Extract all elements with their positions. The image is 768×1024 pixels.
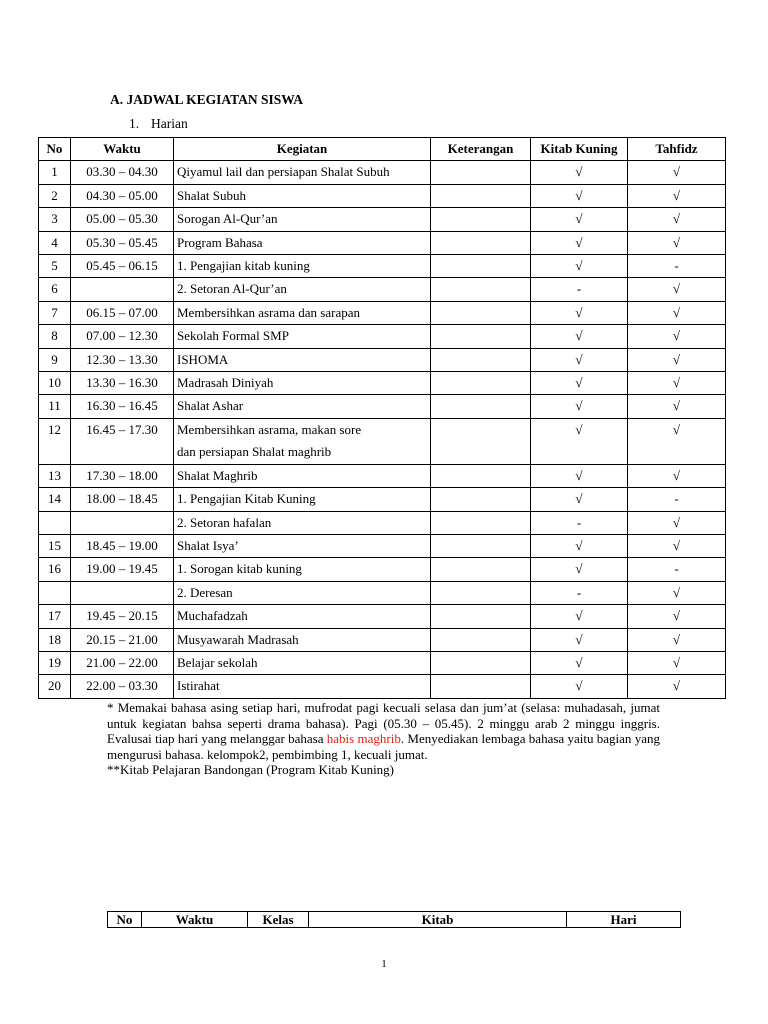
cell-no: 15	[39, 534, 71, 557]
cell-tahfidz: √	[628, 325, 726, 348]
cell-kitab-kuning: √	[531, 348, 628, 371]
cell-kegiatan	[174, 628, 431, 651]
table-row	[39, 395, 726, 418]
cell-no	[39, 581, 71, 604]
cell-waktu: 19.00 – 19.45	[71, 558, 174, 581]
cell-keterangan	[431, 605, 531, 628]
table-row	[39, 418, 726, 464]
cell-kitab-kuning: √	[531, 255, 628, 278]
cell-keterangan	[431, 488, 531, 511]
cell-keterangan	[431, 511, 531, 534]
header-kelas: Kelas	[248, 912, 309, 928]
cell-kegiatan	[174, 464, 431, 487]
cell-no: 17	[39, 605, 71, 628]
table-row	[39, 464, 726, 487]
cell-tahfidz: √	[628, 395, 726, 418]
cell-kegiatan	[174, 581, 431, 604]
cell-kitab-kuning: -	[531, 278, 628, 301]
table-header-row	[39, 138, 726, 161]
kegiatan-line: 2. Setoran Al-Qur’an	[177, 281, 287, 297]
cell-kegiatan	[174, 184, 431, 207]
cell-tahfidz: √	[628, 464, 726, 487]
table-row	[39, 488, 726, 511]
cell-keterangan	[431, 675, 531, 698]
kegiatan-line: Muchafadzah	[177, 608, 248, 624]
cell-keterangan	[431, 325, 531, 348]
cell-no: 11	[39, 395, 71, 418]
table-row	[39, 348, 726, 371]
table-body	[39, 161, 726, 698]
cell-no: 1	[39, 161, 71, 184]
cell-waktu	[71, 581, 174, 604]
cell-keterangan	[431, 231, 531, 254]
kegiatan-line: Belajar sekolah	[177, 654, 258, 670]
cell-waktu: 22.00 – 03.30	[71, 675, 174, 698]
table-row	[39, 325, 726, 348]
cell-kegiatan	[174, 418, 431, 464]
section-heading: A. JADWAL KEGIATAN SISWA	[110, 92, 304, 107]
cell-kegiatan	[174, 348, 431, 371]
cell-kegiatan	[174, 255, 431, 278]
cell-waktu: 18.00 – 18.45	[71, 488, 174, 511]
cell-tahfidz: √	[628, 231, 726, 254]
kegiatan-line: Shalat Subuh	[177, 187, 246, 203]
cell-kegiatan	[174, 534, 431, 557]
cell-kegiatan	[174, 558, 431, 581]
cell-kitab-kuning: √	[531, 488, 628, 511]
cell-tahfidz: √	[628, 651, 726, 674]
cell-waktu: 20.15 – 21.00	[71, 628, 174, 651]
kegiatan-line: 2. Setoran hafalan	[177, 514, 272, 530]
cell-keterangan	[431, 581, 531, 604]
kegiatan-line: Qiyamul lail dan persiapan Shalat Subuh	[177, 164, 390, 180]
cell-waktu: 21.00 – 22.00	[71, 651, 174, 674]
table-row	[39, 161, 726, 184]
cell-tahfidz: √	[628, 161, 726, 184]
table-row	[39, 511, 726, 534]
cell-waktu: 17.30 – 18.00	[71, 464, 174, 487]
cell-keterangan	[431, 628, 531, 651]
cell-waktu: 06.15 – 07.00	[71, 301, 174, 324]
table-row	[39, 231, 726, 254]
cell-tahfidz: √	[628, 301, 726, 324]
note-highlight: habis maghrib	[326, 731, 401, 746]
cell-no: 10	[39, 372, 71, 395]
header-waktu: Waktu	[71, 138, 174, 161]
cell-kegiatan	[174, 488, 431, 511]
cell-keterangan	[431, 161, 531, 184]
cell-kegiatan	[174, 278, 431, 301]
kegiatan-line: Program Bahasa	[177, 234, 263, 250]
cell-no: 14	[39, 488, 71, 511]
cell-kegiatan	[174, 675, 431, 698]
table-row	[39, 605, 726, 628]
kegiatan-line: 1. Pengajian kitab kuning	[177, 258, 310, 274]
cell-kitab-kuning: √	[531, 628, 628, 651]
cell-kitab-kuning: √	[531, 208, 628, 231]
cell-kitab-kuning: √	[531, 372, 628, 395]
cell-tahfidz: √	[628, 511, 726, 534]
cell-waktu: 12.30 – 13.30	[71, 348, 174, 371]
cell-waktu: 05.30 – 05.45	[71, 231, 174, 254]
cell-kitab-kuning: √	[531, 605, 628, 628]
kegiatan-line: dan persiapan Shalat maghrib	[177, 444, 332, 460]
cell-kitab-kuning: √	[531, 651, 628, 674]
cell-kitab-kuning: √	[531, 464, 628, 487]
cell-waktu	[71, 511, 174, 534]
cell-waktu: 13.30 – 16.30	[71, 372, 174, 395]
cell-no	[39, 511, 71, 534]
subsection-heading	[129, 116, 188, 132]
cell-tahfidz: -	[628, 255, 726, 278]
table-row	[39, 581, 726, 604]
header-hari: Hari	[567, 912, 681, 928]
cell-no: 16	[39, 558, 71, 581]
cell-waktu: 03.30 – 04.30	[71, 161, 174, 184]
cell-kegiatan	[174, 651, 431, 674]
cell-no: 8	[39, 325, 71, 348]
cell-tahfidz: √	[628, 208, 726, 231]
cell-no: 12	[39, 418, 71, 464]
cell-tahfidz: √	[628, 372, 726, 395]
cell-tahfidz: √	[628, 348, 726, 371]
subsection-label: Harian	[151, 116, 188, 131]
cell-no: 18	[39, 628, 71, 651]
cell-no: 20	[39, 675, 71, 698]
cell-kitab-kuning: -	[531, 511, 628, 534]
kegiatan-line: Shalat Maghrib	[177, 467, 258, 483]
table-row	[39, 675, 726, 698]
cell-keterangan	[431, 464, 531, 487]
table-row	[39, 651, 726, 674]
kegiatan-line: Istirahat	[177, 678, 220, 694]
cell-kegiatan	[174, 395, 431, 418]
cell-keterangan	[431, 348, 531, 371]
cell-tahfidz: √	[628, 628, 726, 651]
table-row	[39, 628, 726, 651]
cell-keterangan	[431, 255, 531, 278]
cell-kitab-kuning: √	[531, 558, 628, 581]
cell-waktu: 05.00 – 05.30	[71, 208, 174, 231]
table-row	[39, 534, 726, 557]
cell-waktu: 05.45 – 06.15	[71, 255, 174, 278]
cell-waktu: 07.00 – 12.30	[71, 325, 174, 348]
cell-waktu: 18.45 – 19.00	[71, 534, 174, 557]
daily-schedule-table	[38, 137, 726, 699]
table-row	[39, 255, 726, 278]
cell-waktu: 19.45 – 20.15	[71, 605, 174, 628]
cell-no: 2	[39, 184, 71, 207]
cell-keterangan	[431, 395, 531, 418]
table-row	[39, 372, 726, 395]
cell-tahfidz: √	[628, 534, 726, 557]
table-header-row	[108, 912, 681, 928]
kegiatan-line: Sekolah Formal SMP	[177, 328, 289, 344]
cell-keterangan	[431, 301, 531, 324]
cell-kitab-kuning: √	[531, 534, 628, 557]
note-language-text-end: . Menyediakan lembaga bahasa yaitu bagian yang mengurusi bahasa. kelompok2, pembimbing 1, kecuali jumat.	[107, 731, 660, 762]
table-row	[39, 558, 726, 581]
header-keterangan: Keterangan	[431, 138, 531, 161]
table-row	[39, 184, 726, 207]
cell-keterangan	[431, 651, 531, 674]
note-language-text: * Memakai bahasa asing setiap hari, mufrodat pagi kecuali selasa dan jum’at (selasa: muhadasah, jumat untuk kegiatan bahsa seperti drama bahasa). Pagi (05.30 – 05.45). 2 minggu arab 2 minggu inggris. Evalusai tiap hari yang melanggar bahasa	[107, 700, 660, 746]
note-language	[107, 700, 660, 762]
cell-keterangan	[431, 278, 531, 301]
note-kitab: **Kitab Pelajaran Bandongan (Program Kitab Kuning)	[107, 762, 395, 777]
subsection-number: 1.	[129, 116, 140, 131]
cell-no: 4	[39, 231, 71, 254]
cell-kitab-kuning: -	[531, 581, 628, 604]
cell-kitab-kuning: √	[531, 184, 628, 207]
cell-no: 7	[39, 301, 71, 324]
cell-kitab-kuning: √	[531, 675, 628, 698]
cell-kegiatan	[174, 372, 431, 395]
cell-kegiatan	[174, 231, 431, 254]
header-kegiatan: Kegiatan	[174, 138, 431, 161]
kegiatan-line: 1. Sorogan kitab kuning	[177, 561, 302, 577]
header-waktu: Waktu	[142, 912, 248, 928]
cell-tahfidz: -	[628, 558, 726, 581]
cell-kitab-kuning: √	[531, 161, 628, 184]
cell-tahfidz: √	[628, 418, 726, 464]
cell-tahfidz: √	[628, 581, 726, 604]
cell-waktu	[71, 278, 174, 301]
cell-no: 6	[39, 278, 71, 301]
kegiatan-line: Madrasah Diniyah	[177, 375, 274, 391]
kegiatan-line: Musyawarah Madrasah	[177, 631, 299, 647]
table-row	[39, 301, 726, 324]
cell-kitab-kuning: √	[531, 395, 628, 418]
cell-keterangan	[431, 184, 531, 207]
kegiatan-line: ISHOMA	[177, 351, 229, 367]
cell-keterangan	[431, 534, 531, 557]
cell-kitab-kuning: √	[531, 325, 628, 348]
cell-keterangan	[431, 208, 531, 231]
header-kitab: Kitab	[309, 912, 567, 928]
cell-no: 19	[39, 651, 71, 674]
header-kitab-kuning: Kitab Kuning	[531, 138, 628, 161]
kegiatan-line: Sorogan Al-Qur’an	[177, 211, 278, 227]
cell-no: 3	[39, 208, 71, 231]
cell-kegiatan	[174, 301, 431, 324]
kegiatan-line: Membersihkan asrama dan sarapan	[177, 304, 361, 320]
cell-tahfidz: -	[628, 488, 726, 511]
cell-no: 9	[39, 348, 71, 371]
kegiatan-line: Shalat Ashar	[177, 398, 244, 414]
cell-tahfidz: √	[628, 675, 726, 698]
cell-tahfidz: √	[628, 184, 726, 207]
cell-no: 13	[39, 464, 71, 487]
cell-kegiatan	[174, 325, 431, 348]
header-tahfidz: Tahfidz	[628, 138, 726, 161]
cell-kitab-kuning: √	[531, 231, 628, 254]
cell-kegiatan	[174, 511, 431, 534]
cell-waktu: 16.45 – 17.30	[71, 418, 174, 464]
table-row	[39, 278, 726, 301]
cell-keterangan	[431, 372, 531, 395]
cell-kegiatan	[174, 605, 431, 628]
cell-kitab-kuning: √	[531, 418, 628, 464]
cell-keterangan	[431, 558, 531, 581]
kegiatan-line: Membersihkan asrama, makan sore	[177, 421, 362, 437]
cell-tahfidz: √	[628, 605, 726, 628]
page-number: 1	[381, 958, 387, 970]
cell-keterangan	[431, 418, 531, 464]
cell-waktu: 16.30 – 16.45	[71, 395, 174, 418]
kegiatan-line: Shalat Isya’	[177, 537, 239, 553]
table-row	[39, 208, 726, 231]
cell-waktu: 04.30 – 05.00	[71, 184, 174, 207]
cell-no: 5	[39, 255, 71, 278]
cell-kegiatan	[174, 161, 431, 184]
kitab-schedule-table	[107, 911, 681, 928]
kegiatan-line: 1. Pengajian Kitab Kuning	[177, 491, 316, 507]
header-no: No	[39, 138, 71, 161]
notes	[107, 700, 660, 778]
cell-kegiatan	[174, 208, 431, 231]
header-no: No	[108, 912, 142, 928]
kegiatan-line: 2. Deresan	[177, 584, 233, 600]
cell-kitab-kuning: √	[531, 301, 628, 324]
cell-tahfidz: √	[628, 278, 726, 301]
